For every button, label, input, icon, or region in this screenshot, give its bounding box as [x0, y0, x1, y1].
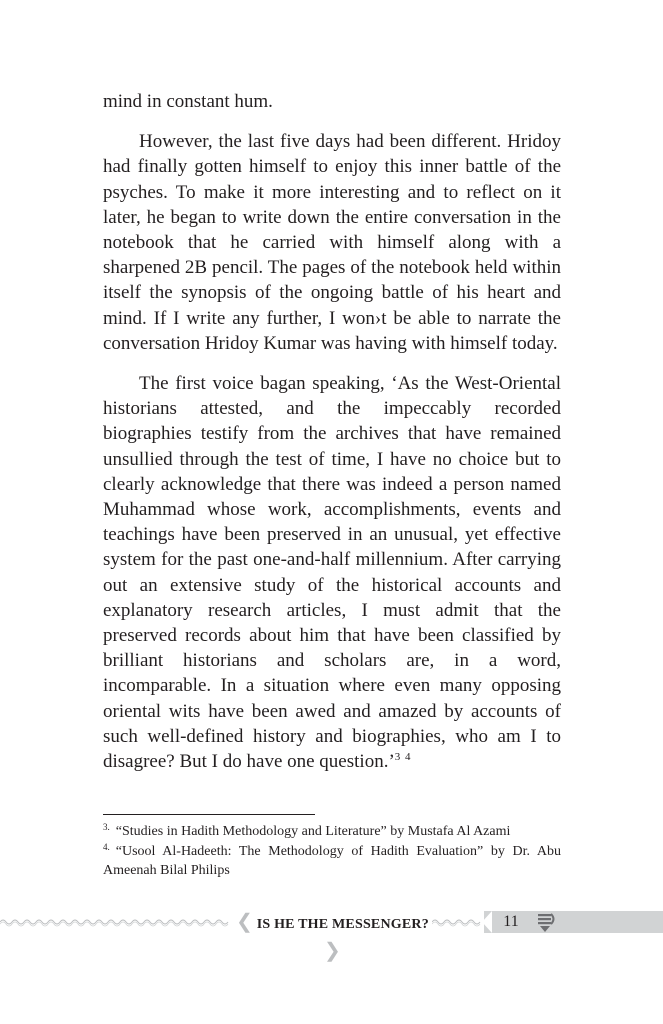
wave-ornament-middle: [432, 914, 484, 930]
running-title-text: IS HE THE MESSENGER?: [256, 917, 429, 932]
left-chevron-ornament: ❮: [236, 911, 254, 933]
footnote-ref-4[interactable]: 4: [405, 751, 411, 764]
wave-ornament-left: [0, 914, 232, 930]
paragraph-2: However, the last five days had been different. Hridoy had finally gotten himself to enjoy this inner battle of the psyches. To make it more interesting and to reflect on it later, he began to write down the entire conversation in the notebook that he carried with himself along with a sharpened 2B pencil. The pages of the notebook held within itself the synopsis of the ongoing battle of his heart and mind. If I write any further, I won›t be able to narrate the conversation Hridoy Kumar was having with himself today.: [103, 131, 561, 354]
footnote-separator: [103, 814, 315, 815]
footnote-ref-3[interactable]: 3: [394, 751, 401, 764]
page-number: 11: [503, 913, 519, 930]
footnotes: [103, 822, 561, 881]
main-text: [103, 89, 561, 789]
footnote-3: [103, 822, 561, 842]
footnote-text: “Studies in Hadith Methodology and Literature” by Mustafa Al Azami: [115, 824, 511, 839]
footnote-number: 3.: [103, 822, 110, 832]
paragraph-1: mind in constant hum.: [103, 91, 273, 112]
footnote-text: “Usool Al-Hadeeth: The Methodology of Hadith Evaluation” by Dr. Abu Ameenah Bilal Philips: [103, 843, 561, 878]
page-number-box: [484, 911, 663, 933]
paragraph-3: [103, 371, 561, 774]
menu-arrow-icon[interactable]: [536, 911, 558, 933]
right-chevron-ornament: ❯: [324, 940, 341, 962]
paragraph-3-text: The first voice bagan speaking, ‘As the West-Oriental historians attested, and the impeccably recorded biographies testify from the archives that have remained unsullied through the test of time, I have no choice but to clearly acknowledge that there was indeed a person named Muhammad whose work, accomplishments, events and teachings have been preserved in an unusual, yet effective system for the past one-and-half millennium. After carrying out an extensive study of the historical accounts and explanatory research articles, I must admit that the preserved records about him that have been classified by brilliant historians and scholars are, in a word, incomparable. In a situation where even many opposing oriental wits have been awed and amazed by accounts of such well-defined history and biographies, who am I to disagree? But I do have one question.’: [103, 373, 561, 773]
running-title: [230, 909, 435, 962]
footnote-number: 4.: [103, 841, 110, 852]
page-box-notch: [482, 911, 492, 933]
page-footer: [0, 906, 663, 962]
footnote-4: [103, 842, 561, 881]
